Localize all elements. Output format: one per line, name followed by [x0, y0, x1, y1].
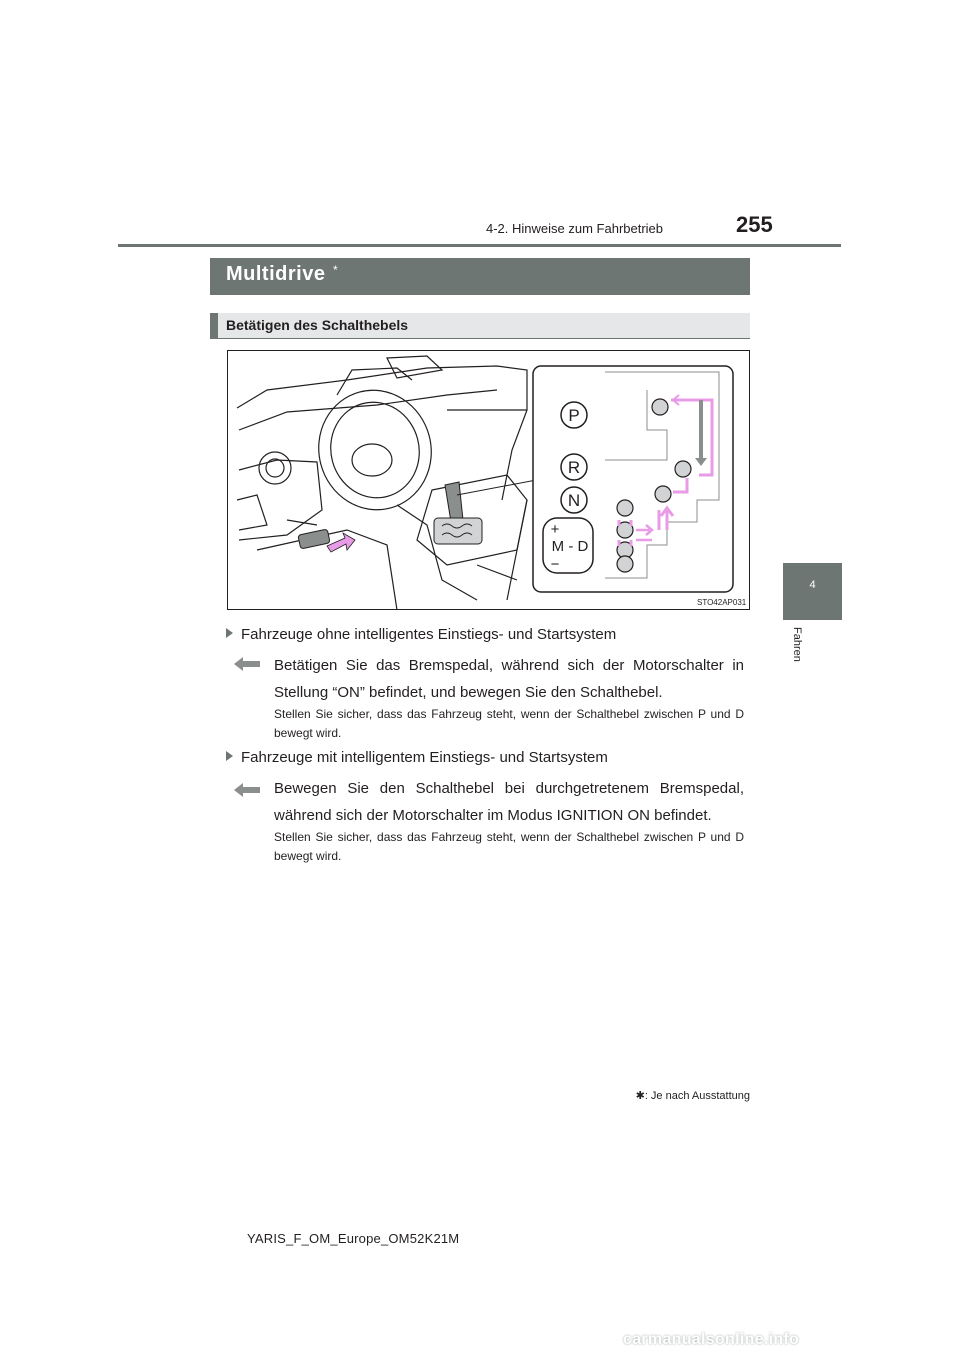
case-2-heading: [226, 749, 746, 766]
case-1-note: Stellen Sie sicher, dass das Fahrzeug steht, wenn der Schalthebel zwischen P und D bewegt wird.: [274, 707, 744, 740]
position-n: N: [567, 491, 581, 510]
chapter-number: 4: [809, 579, 816, 591]
page-number: 255: [736, 212, 773, 237]
step-arrow-icon: [234, 782, 260, 798]
section-title: 4-2. Hinweise zum Fahrbetrieb: [486, 221, 664, 236]
position-r: R: [567, 458, 581, 477]
footnote: [548, 1089, 750, 1102]
page-title-bar: [210, 258, 750, 295]
chapter-label: Fahren: [791, 627, 803, 662]
footnote-star: ✱: [635, 1090, 645, 1102]
header-rule: [118, 244, 841, 247]
shift-lever-illustration: [227, 350, 750, 610]
chapter-tab[interactable]: [783, 563, 842, 620]
manual-minus: −: [550, 556, 560, 573]
subheading-accent: [210, 313, 218, 338]
case-1-heading: [226, 626, 746, 643]
case-2-note: Stellen Sie sicher, dass das Fahrzeug steht, wenn der Schalthebel zwischen P und D bewegt wird.: [274, 830, 744, 863]
bullet-triangle-icon: [226, 751, 233, 761]
bullet-triangle-icon: [226, 628, 233, 638]
subheading-rule: [210, 338, 750, 339]
manual-md: M - D: [551, 538, 589, 555]
case-2-instruction: Bewegen Sie den Schalthebel bei durchgetretenem Bremspedal, während sich der Motorschalter im Modus IGNITION ON befindet.: [274, 780, 744, 824]
subheading: Betätigen des Schalthebels: [226, 317, 409, 333]
watermark[interactable]: carmanualsonline.info: [623, 1331, 800, 1348]
case-1-instruction: Betätigen Sie das Bremspedal, während sich der Motorschalter in Stellung “ON” befindet, und bewegen Sie den Schalthebel.: [274, 657, 744, 701]
footer-code: YARIS_F_OM_Europe_OM52K21M: [247, 1231, 460, 1246]
image-code: STO42AP031: [697, 598, 747, 607]
page-title: Multidrive: [226, 263, 326, 285]
case-2-heading-text: Fahrzeuge mit intelligentem Einstiegs- und Startsystem: [241, 749, 608, 766]
position-p: P: [568, 406, 580, 425]
availability-star: *: [333, 263, 338, 277]
step-arrow-icon: [234, 656, 260, 672]
subheading-bar: [210, 313, 750, 338]
manual-plus: +: [550, 521, 560, 538]
footnote-text: : Je nach Ausstattung: [644, 1090, 750, 1102]
case-1-heading-text: Fahrzeuge ohne intelligentes Einstiegs- und Startsystem: [241, 626, 617, 643]
